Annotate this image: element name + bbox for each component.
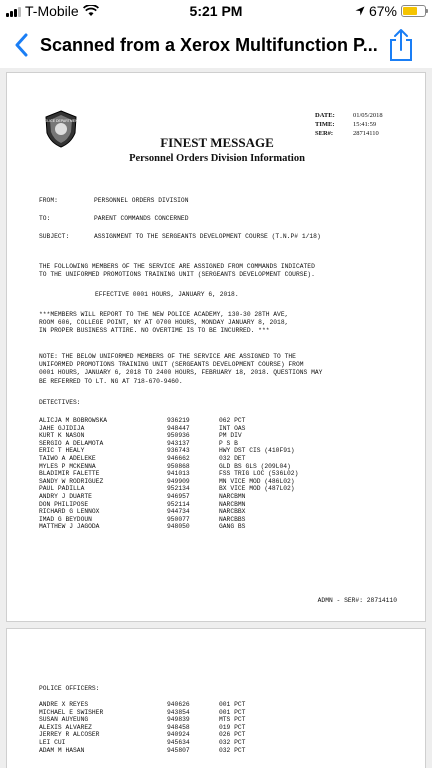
member-name: ANDRY J DUARTE: [39, 492, 92, 500]
roster-row: [39, 417, 339, 425]
roster-row: [39, 478, 339, 486]
header-row: [39, 197, 188, 205]
header-key: SUBJECT:: [39, 233, 70, 240]
tax-number: 952114: [167, 500, 190, 508]
roster-row: [39, 493, 339, 501]
message-meta: [315, 111, 383, 138]
roster-row: [39, 508, 339, 516]
command: MTS PCT: [219, 716, 246, 724]
roster-row: [39, 463, 339, 471]
officers-list: [39, 701, 339, 754]
share-icon[interactable]: [388, 28, 414, 62]
officers-heading: POLICE OFFICERS:: [39, 685, 100, 692]
roster-row: [39, 425, 339, 433]
wifi-icon: [83, 5, 99, 17]
member-name: ANDRE X REYES: [39, 701, 89, 708]
meta-value: 15:41:59: [353, 121, 377, 128]
meta-key: TIME:: [315, 121, 335, 128]
roster-row: [39, 485, 339, 493]
roster-row: [39, 501, 339, 509]
intro-paragraph: THE FOLLOWING MEMBERS OF THE SERVICE ARE ASSIGNED FROM COMMANDS INDICATED TO THE UNIFORMED PROMOTIONS TRAINING UNIT (SERGEANTS DEVELOPMENT COURSE).: [39, 263, 315, 279]
header-value: PARENT COMMANDS CONCERNED: [94, 215, 189, 222]
member-name: RICHARD G LENNOX: [39, 508, 100, 516]
tax-number: 945807: [167, 746, 190, 754]
effective-line: EFFECTIVE 0001 HOURS, JANUARY 6, 2018.: [95, 291, 239, 298]
roster-row: [39, 716, 339, 724]
tax-number: 948458: [167, 723, 190, 731]
command: 026 PCT: [219, 731, 246, 739]
report-paragraph: ***MEMBERS WILL REPORT TO THE NEW POLICE ACADEMY, 130-30 28TH AVE, ROOM 606, COLLEGE POINT, NY AT 0700 HOURS, MONDAY JANUARY 8, 2018, IN PROPER BUSINESS ATTIRE. NO OVERTIME IS TO BE INCURRED. ***: [39, 311, 289, 335]
seal-text: POLICE DEPARTMENT: [42, 119, 80, 123]
roster-row: [39, 440, 339, 448]
meta-row: [315, 129, 383, 138]
meta-value: 01/05/2018: [353, 112, 383, 119]
meta-key: DATE:: [315, 112, 335, 119]
roster-row: [39, 701, 339, 709]
status-bar: [0, 0, 432, 22]
command: NARCBMN: [219, 492, 246, 500]
tax-number: 936219: [167, 417, 190, 424]
roster-row: [39, 432, 339, 440]
member-name: ERIC T HEALY: [39, 447, 85, 455]
header-key: FROM:: [39, 197, 58, 204]
member-name: IMAD G BEYDOUN: [39, 515, 92, 523]
member-name: JERREY R ALCOSER: [39, 731, 100, 739]
member-name: MICHAEL E SWISHER: [39, 708, 104, 716]
tax-number: 952134: [167, 485, 190, 493]
detectives-list: [39, 417, 339, 531]
location-arrow-icon: [355, 6, 365, 16]
tax-number: 950936: [167, 432, 190, 440]
detectives-heading: DETECTIVES:: [39, 399, 81, 406]
member-name: LEI CUI: [39, 738, 66, 746]
member-name: MATTHEW J JAGODA: [39, 523, 100, 531]
tax-number: 943137: [167, 439, 190, 447]
command: MN VICE MOD (486L02): [219, 477, 295, 485]
command: 032 DET: [219, 454, 246, 462]
note-paragraph: NOTE: THE BELOW UNIFORMED MEMBERS OF THE SERVICE ARE ASSIGNED TO THE UNIFORMED PROMOTIONS TRAINING UNIT (SERGEANTS DEVELOPMENT COURSE) FROM 0001 HOURS, JANUARY 6, 2018 TO 2400 HOURS, FEBRUARY 18, 2018. QUESTIONS MAY BE REFERRED TO LT. NG AT 718-670-9460.: [39, 353, 323, 385]
roster-row: [39, 747, 339, 755]
command: FSS TRIG LOC (536L02): [219, 470, 299, 478]
command: HWY DST CIS (410F91): [219, 447, 295, 455]
tax-number: 948447: [167, 424, 190, 432]
command: PM DIV: [219, 432, 242, 440]
tax-number: 940626: [167, 701, 190, 708]
chevron-left-icon[interactable]: [6, 22, 36, 68]
document-page-1: [6, 72, 426, 622]
meta-row: [315, 120, 383, 129]
document-title: Scanned from a Xerox Multifunction P...: [40, 34, 378, 55]
command: NARCBBX: [219, 508, 246, 516]
member-name: TAIWO A ADELEKE: [39, 454, 96, 462]
signal-bars-icon: [6, 6, 21, 17]
member-name: SANDY W RODRIGUEZ: [39, 477, 104, 485]
tax-number: 943854: [167, 708, 190, 716]
member-name: SUSAN AUYEUNG: [39, 716, 89, 724]
status-left: [0, 3, 150, 19]
command: GANG BS: [219, 523, 246, 531]
command: INT OAS: [219, 424, 246, 432]
tax-number: 950077: [167, 515, 190, 523]
status-time: 5:21 PM: [189, 3, 243, 19]
command: NARCBMN: [219, 500, 246, 508]
document-page-2: [6, 628, 426, 768]
roster-row: [39, 709, 339, 717]
tax-number: 941013: [167, 470, 190, 478]
command: 062 PCT: [219, 417, 246, 424]
member-name: ALEXIS ALVAREZ: [39, 723, 92, 731]
command: 032 PCT: [219, 738, 246, 746]
tax-number: 949839: [167, 716, 190, 724]
message-subtitle: Personnel Orders Division Information: [129, 153, 305, 164]
tax-number: 940924: [167, 731, 190, 739]
member-name: ADAM M HASAN: [39, 746, 85, 754]
member-name: SERGIO A DELAMOTA: [39, 439, 104, 447]
carrier-label: T-Mobile: [25, 3, 79, 19]
battery-level: [403, 7, 417, 15]
command: 001 PCT: [219, 701, 246, 708]
meta-key: SER#:: [315, 130, 334, 137]
tax-number: 950868: [167, 462, 190, 470]
roster-row: [39, 731, 339, 739]
meta-value: 28714110: [353, 130, 379, 137]
roster-row: [39, 523, 339, 531]
command: NARCBBS: [219, 515, 246, 523]
battery-percent: 67%: [368, 3, 397, 19]
command: BX VICE MOD (487L02): [219, 485, 295, 493]
command: 032 PCT: [219, 746, 246, 754]
status-right: [355, 3, 432, 19]
member-name: KURT K NASON: [39, 432, 85, 440]
tax-number: 946957: [167, 492, 190, 500]
command: 019 PCT: [219, 723, 246, 731]
document-viewer[interactable]: [0, 68, 432, 768]
navigation-bar: [0, 22, 432, 68]
command: 001 PCT: [219, 708, 246, 716]
roster-row: [39, 455, 339, 463]
member-name: BLADIMIR FALETTE: [39, 470, 100, 478]
member-name: MYLES P MCKENNA: [39, 462, 96, 470]
member-name: DON PHILIPOSE: [39, 500, 89, 508]
roster-row: [39, 724, 339, 732]
battery-icon: [401, 5, 426, 17]
header-value: ASSIGNMENT TO THE SERGEANTS DEVELOPMENT COURSE (T.N.P# 1/18): [94, 233, 321, 240]
header-value: PERSONNEL ORDERS DIVISION: [94, 197, 189, 204]
tax-number: 945634: [167, 738, 190, 746]
tax-number: 936743: [167, 447, 190, 455]
tax-number: 946662: [167, 454, 190, 462]
tax-number: 944734: [167, 508, 190, 516]
roster-row: [39, 470, 339, 478]
roster-row: [39, 516, 339, 524]
command: GLD BS GLS (209L04): [219, 462, 291, 470]
message-title: FINEST MESSAGE: [160, 135, 274, 150]
tax-number: 949909: [167, 477, 190, 485]
header-row: [39, 233, 321, 241]
member-name: ALICJA M BOBROWSKA: [39, 417, 108, 424]
roster-row: [39, 739, 339, 747]
member-name: PAUL PADILLA: [39, 485, 85, 493]
meta-row: [315, 111, 383, 120]
member-name: JAHE GJIDIJA: [39, 424, 85, 432]
command: P S B: [219, 439, 238, 447]
header-key: TO:: [39, 215, 51, 222]
admin-serial: ADMN - SER#: 28714110: [317, 597, 397, 604]
header-row: [39, 215, 188, 223]
roster-row: [39, 447, 339, 455]
tax-number: 948050: [167, 523, 190, 531]
